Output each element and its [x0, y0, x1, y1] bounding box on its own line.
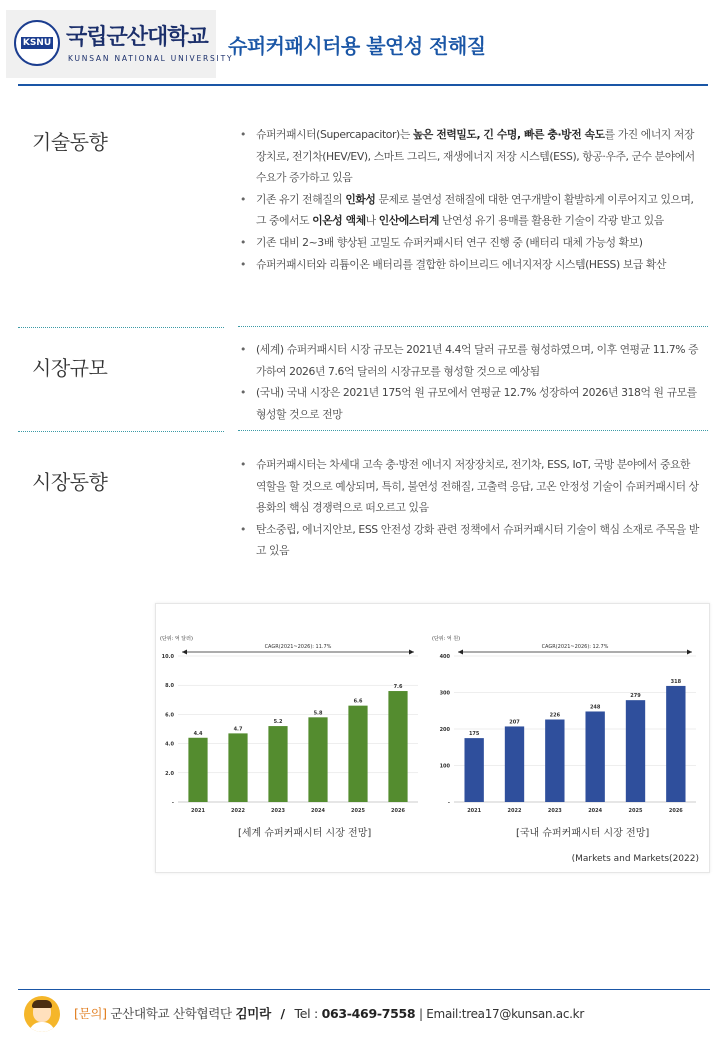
bar-value-label: 248 [589, 704, 601, 711]
x-tick-label: 2026 [391, 808, 405, 814]
y-tick-label: 200 [439, 727, 450, 733]
bullet-item: • 탄소중립, 에너지안보, ESS 안전성 강화 관련 정책에서 슈퍼커패시터 기술이 핵심 소재로 주목을 받고 있음 [238, 519, 700, 562]
bar-value-label: 4.7 [233, 726, 243, 733]
bar [585, 711, 604, 802]
bar [268, 726, 287, 802]
bar-value-label: 7.6 [393, 684, 403, 691]
bar-value-label: 226 [549, 712, 561, 719]
market-trend-bullets [238, 454, 700, 562]
bar [348, 706, 367, 802]
university-name-ko: 국립군산대학교 [66, 25, 208, 50]
y-tick-label: 10.0 [161, 654, 174, 660]
bar-value-label: 4.4 [193, 730, 203, 737]
section-divider [238, 326, 708, 327]
section-divider [18, 327, 224, 328]
bar [464, 738, 483, 802]
chart-unit-label: (단위: 억 원) [432, 636, 461, 642]
seal-text: KSNU [22, 38, 52, 48]
bullet-item: • 슈퍼커패시터와 리튬이온 배터리를 결합한 하이브리드 에너지저장 시스템(HESS) 보급 확산 [238, 254, 700, 276]
section-divider [238, 430, 708, 431]
y-tick-label: 6.0 [165, 712, 174, 719]
document-title: 슈퍼커패시터용 불연성 전해질 [228, 34, 486, 58]
contact-avatar-icon [24, 996, 60, 1032]
cagr-arrow-head-right [687, 650, 692, 655]
x-tick-label: 2023 [271, 808, 285, 814]
x-tick-label: 2022 [231, 808, 245, 814]
bar-value-label: 5.8 [313, 710, 323, 717]
bullet-item: • 슈퍼커패시터는 차세대 고속 충·방전 에너지 저장장치로, 전기차, ESS, IoT, 국방 분야에서 중요한 역할을 할 것으로 예상되며, 특히, 불연성 전해질, 고출력 응답, 고온 안정성 기술이 슈퍼커패시터 상용화의 핵심 경쟁력으로 떠오르고 있음 [238, 454, 700, 519]
tech-trend-bullets [238, 124, 700, 275]
bullet-item: • 기존 유기 전해질의 인화성 문제로 불연성 전해질에 대한 연구개발이 활발하게 이루어지고 있으며, 그 중에서도 이온성 액체나 인산에스터계 난연성 유기 용매를 활용한 기술이 각광 받고 있음 [238, 189, 700, 232]
y-tick-label: 2.0 [165, 770, 174, 777]
contact-phone: 063-469-7558 [321, 1006, 416, 1021]
university-seal-icon [14, 20, 60, 66]
section-divider [18, 431, 224, 432]
contact-person: 김미라 [235, 1006, 271, 1021]
y-tick-label: 8.0 [165, 683, 174, 690]
bullet-item: • 슈퍼커패시터(Supercapacitor)는 높은 전력밀도, 긴 수명, 빠른 충·방전 속도를 가진 에너지 저장 장치로, 전기차(HEV/EV), 스마트 그리드, 재생에너지 저장 시스템(ESS), 항공·우주, 군수 분야에서 수요가 증가하고 있음 [238, 124, 700, 189]
contact-slash: / [280, 1006, 285, 1021]
university-name-en: KUNSAN NATIONAL UNIVERSITY [68, 54, 234, 63]
section-label-tech-trend: 기술동향 [32, 130, 108, 154]
cagr-arrow-head-left [182, 650, 187, 655]
x-tick-label: 2025 [351, 808, 365, 814]
bar-value-label: 6.6 [353, 698, 363, 705]
section-label-market-size: 시장규모 [32, 356, 108, 380]
market-forecast-charts [155, 603, 710, 873]
chart-caption-domestic: [국내 슈퍼커패시터 시장 전망] [516, 828, 650, 839]
contact-email: | Email:trea17@kunsan.ac.kr [419, 1007, 584, 1021]
market-size-bullets [238, 339, 700, 425]
x-tick-label: 2021 [191, 808, 205, 814]
contact-tel-label: Tel : [294, 1006, 318, 1021]
contact-tag: [문의] [74, 1006, 107, 1021]
bar [388, 691, 407, 802]
chart-source: (Markets and Markets(2022) [571, 854, 699, 864]
bar-value-label: 318 [670, 678, 682, 685]
y-tick-label: 400 [439, 654, 450, 660]
x-tick-label: 2026 [668, 808, 683, 814]
y-tick-label: - [171, 800, 174, 806]
bar [666, 686, 685, 802]
contact-info [74, 1004, 584, 1022]
x-tick-label: 2021 [467, 808, 482, 814]
university-logo [6, 10, 234, 78]
bar-value-label: 279 [630, 693, 641, 700]
chart-caption-global: [세계 슈퍼커패시터 시장 전망] [238, 828, 372, 839]
bar [505, 726, 524, 802]
bar [545, 720, 564, 802]
bullet-item: • (세계) 슈퍼커패시터 시장 규모는 2021년 4.4억 달러 규모를 형성하였으며, 이후 연평균 11.7% 증가하여 2026년 7.6억 달러의 시장규모를 형성할 것으로 예상됨 [238, 339, 700, 382]
y-tick-label: 100 [439, 763, 450, 770]
bullet-item: • (국내) 국내 시장은 2021년 175억 원 규모에서 연평균 12.7% 성장하여 2026년 318억 원 규모를 형성할 것으로 전망 [238, 382, 700, 425]
cagr-label: CAGR(2021~2026): 12.7% [541, 644, 609, 650]
section-label-market-trend: 시장동향 [32, 470, 108, 494]
y-tick-label: - [447, 800, 450, 806]
y-tick-label: 300 [439, 690, 450, 697]
bar-value-label: 175 [468, 731, 480, 738]
cagr-label: CAGR(2021~2026): 11.7% [264, 644, 332, 650]
bar [626, 700, 645, 802]
bar [308, 717, 327, 802]
cagr-arrow-head-right [409, 650, 414, 655]
footer-divider [18, 989, 710, 990]
chart-unit-label: (단위: 억 달러) [160, 636, 193, 642]
x-tick-label: 2025 [628, 808, 643, 814]
header-divider [18, 84, 708, 86]
y-tick-label: 4.0 [165, 741, 174, 748]
x-tick-label: 2024 [311, 808, 325, 814]
bar [228, 733, 247, 802]
x-tick-label: 2022 [507, 808, 522, 814]
bullet-item: • 기존 대비 2~3배 향상된 고밀도 슈퍼커패시터 연구 진행 중 (배터리 대체 가능성 확보) [238, 232, 700, 254]
contact-org: 군산대학교 산학협력단 [110, 1006, 232, 1021]
bar-value-label: 207 [509, 719, 520, 726]
page-header [0, 0, 720, 84]
x-tick-label: 2024 [588, 808, 603, 814]
x-tick-label: 2023 [547, 808, 562, 814]
bar-value-label: 5.2 [273, 719, 283, 726]
cagr-arrow-head-left [458, 650, 463, 655]
bar [188, 738, 207, 802]
